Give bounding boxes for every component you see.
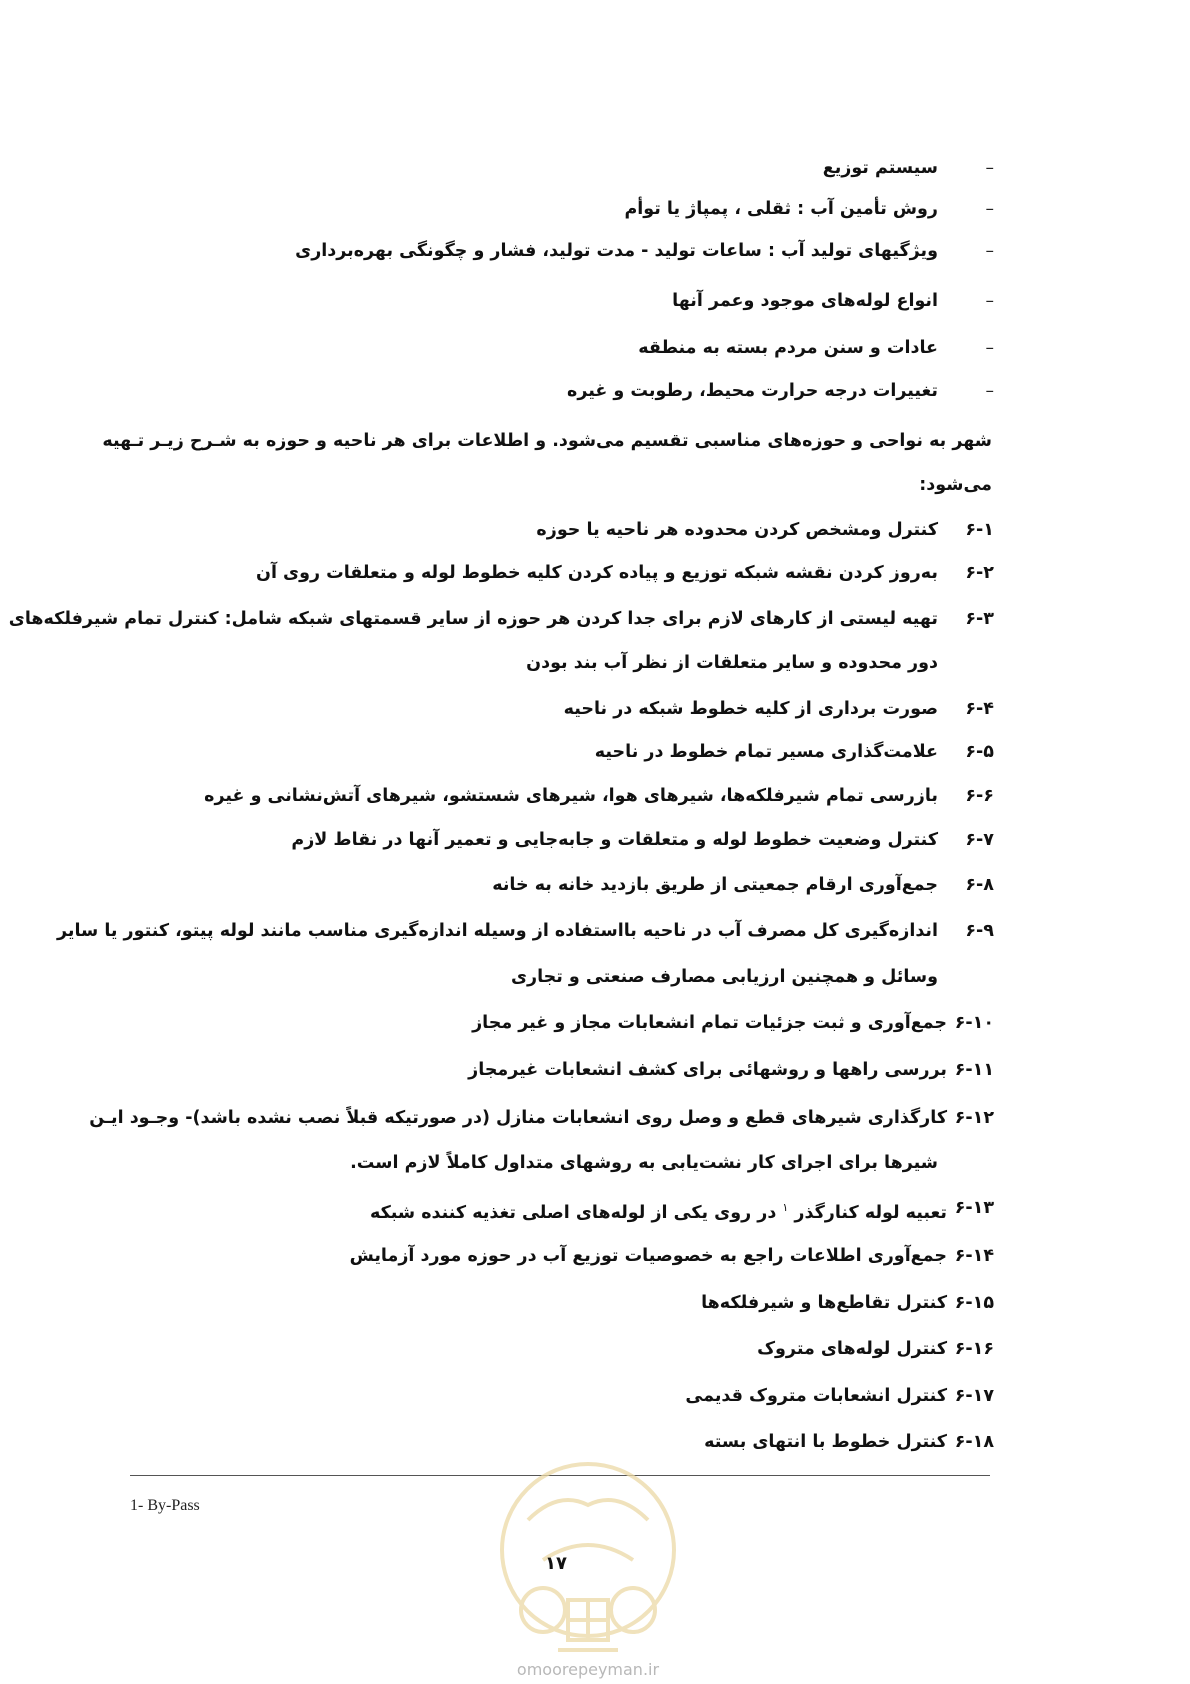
item-number: ۶-۳ [965, 609, 994, 629]
item-text: علامت‌گذاری مسیر تمام خطوط در ناحیه [594, 742, 938, 762]
bullet-item: روش تأمین آب : ثقلی ، پمپاژ یا توأم [624, 199, 938, 219]
item-number: ۶-۱۶ [954, 1339, 994, 1359]
bullet-dash: – [985, 381, 994, 401]
item-text: به‌روز کردن نقشه شبکه توزیع و پیاده کردن کلیه خطوط لوله و متعلقات روی آن [256, 563, 938, 583]
bullet-dash: – [985, 338, 994, 358]
item-text: جمع‌آوری اطلاعات راجع به خصوصیات توزیع آب در حوزه مورد آزمایش [349, 1246, 947, 1266]
item-number: ۶-۸ [965, 875, 994, 895]
item-number: ۶-۱۰ [954, 1013, 994, 1033]
footnote-marker: ۱ [782, 1201, 789, 1214]
bullet-dash: – [985, 241, 994, 261]
bullet-item: عادات و سنن مردم بسته به منطقه [638, 338, 938, 358]
bullet-item: انواع لوله‌های موجود وعمر آنها [672, 291, 938, 311]
item-number: ۶-۱۴ [954, 1246, 994, 1266]
footnote: 1- By-Pass [130, 1497, 200, 1514]
item-number: ۶-۵ [965, 742, 994, 762]
intro-paragraph-line: شهر به نواحی و حوزه‌های مناسبی تقسیم می‌شود. و اطلاعات برای هر ناحیه و حوزه به شـرح زیـر تـهیه [102, 431, 992, 451]
item-text-continuation: شیرها برای اجرای کار نشت‌یابی به روشهای متداول کاملاً لازم است. [350, 1153, 938, 1173]
bullet-item: تغییرات درجه حرارت محیط، رطوبت و غیره [567, 381, 938, 401]
item-number: ۶-۱۲ [954, 1108, 994, 1128]
bullet-dash: – [985, 158, 994, 178]
item-number: ۶-۶ [965, 786, 994, 806]
item-text: کنترل تقاطع‌ها و شیرفلکه‌ها [701, 1293, 947, 1313]
item-text: کارگذاری شیرهای قطع و وصل روی انشعابات منازل (در صورتیکه قبلاً نصب نشده باشد)- وجـود ایـن [89, 1108, 947, 1128]
item-number: ۶-۱۷ [954, 1386, 994, 1406]
item-number: ۶-۴ [965, 699, 994, 719]
item-number: ۶-۱۸ [954, 1432, 994, 1452]
item-number: ۶-۱۱ [954, 1060, 994, 1080]
bullet-dash: – [985, 199, 994, 219]
item-text: بازرسی تمام شیرفلکه‌ها، شیرهای هوا، شیرهای شستشو، شیرهای آتش‌نشانی و غیره [204, 786, 938, 806]
item-text: اندازه‌گیری کل مصرف آب در ناحیه بااستفاده از وسیله اندازه‌گیری مناسب مانند لوله پیتو، کنتور یا سایر [56, 921, 938, 941]
item-number: ۶-۲ [965, 563, 994, 583]
item-text-part: در روی یکی از لوله‌های اصلی تغذیه کننده شبکه [369, 1202, 777, 1223]
bullet-dash: – [985, 291, 994, 311]
item-text: کنترل وضعیت خطوط لوله و متعلقات و جابه‌جایی و تعمیر آنها در نقاط لازم [291, 830, 938, 850]
item-text: جمع‌آوری ارقام جمعیتی از طریق بازدید خانه به خانه [492, 875, 938, 895]
item-number: ۶-۱ [965, 520, 994, 540]
item-number: ۶-۱۵ [954, 1293, 994, 1313]
page-number: ۱۷ [545, 1553, 567, 1574]
item-number: ۶-۷ [965, 830, 994, 850]
intro-paragraph-line: می‌شود: [919, 475, 992, 495]
item-text: کنترل خطوط با انتهای بسته [704, 1432, 947, 1452]
item-number: ۶-۱۳ [954, 1198, 994, 1218]
bullet-item: سیستم توزیع [822, 158, 938, 178]
item-text: کنترل ومشخص کردن محدوده هر ناحیه یا حوزه [536, 520, 938, 540]
item-text: صورت برداری از کلیه خطوط شبکه در ناحیه [563, 699, 938, 719]
item-text-continuation: وسائل و همچنین ارزیابی مصارف صنعتی و تجاری [510, 967, 938, 987]
bullet-item: ویژگیهای تولید آب : ساعات تولید - مدت تولید، فشار و چگونگی بهره‌برداری [295, 241, 938, 261]
item-text [370, 1195, 947, 1226]
item-text: کنترل انشعابات متروک قدیمی [685, 1386, 947, 1406]
watermark-url: omoorepeyman.ir [516, 1660, 660, 1679]
item-text: کنترل لوله‌های متروک [757, 1339, 947, 1359]
item-number: ۶-۹ [965, 921, 994, 941]
item-text: بررسی راهها و روشهائی برای کشف انشعابات غیرمجاز [468, 1060, 947, 1080]
item-text: جمع‌آوری و ثبت جزئیات تمام انشعابات مجاز و غیر مجاز [472, 1013, 947, 1033]
item-text-part: تعبیه لوله کنارگذر [794, 1202, 947, 1223]
item-text: تهیه لیستی از کارهای لازم برای جدا کردن هر حوزه از سایر قسمتهای شبکه شامل: کنترل تمام شیرفلکه‌های [8, 609, 938, 629]
watermark-seal-icon [488, 1450, 688, 1665]
item-text-continuation: دور محدوده و سایر متعلقات از نظر آب بند بودن [526, 653, 938, 673]
